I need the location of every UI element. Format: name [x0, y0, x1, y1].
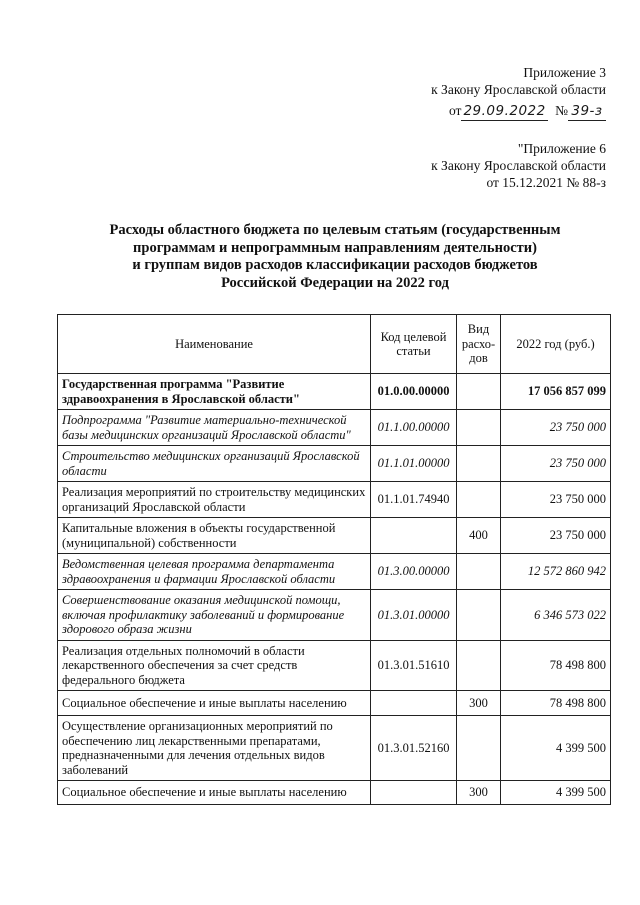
- row-type-cell: 300: [457, 781, 501, 805]
- header-sum: 2022 год (руб.): [501, 315, 611, 374]
- annex-3-header: [431, 64, 606, 121]
- handwritten-number: 39-з: [568, 103, 606, 121]
- title-line: Расходы областного бюджета по целевым статьям (государственным: [109, 222, 561, 238]
- title-line: и группам видов расходов классификации расходов бюджетов: [132, 257, 538, 273]
- row-type-cell: [457, 482, 501, 518]
- row-sum-cell: 78 498 800: [501, 691, 611, 716]
- header-name: Наименование: [58, 315, 371, 374]
- row-type-cell: [457, 446, 501, 482]
- row-code-cell: [371, 518, 457, 554]
- row-sum-cell: 17 056 857 099: [501, 374, 611, 410]
- annex-6-label: "Приложение 6: [517, 141, 606, 156]
- number-label: №: [555, 103, 568, 118]
- header-type: Вид расхо-дов: [457, 315, 501, 374]
- table-row: [58, 590, 611, 641]
- row-sum-cell: 4 399 500: [501, 781, 611, 805]
- annex-3-label: Приложение 3: [523, 65, 606, 80]
- row-sum-cell: 23 750 000: [501, 518, 611, 554]
- table-row: [58, 410, 611, 446]
- row-code-cell: 01.3.00.00000: [371, 554, 457, 590]
- row-code-cell: 01.1.00.00000: [371, 410, 457, 446]
- table-row: [58, 691, 611, 716]
- table-row: [58, 554, 611, 590]
- row-code-cell: [371, 691, 457, 716]
- from-label: от: [448, 103, 462, 118]
- row-name-cell: Социальное обеспечение и иные выплаты населению: [58, 691, 371, 716]
- table-row: [58, 482, 611, 518]
- row-code-cell: 01.1.01.74940: [371, 482, 457, 518]
- row-code-cell: 01.3.01.51610: [371, 640, 457, 691]
- row-code-cell: 01.1.01.00000: [371, 446, 457, 482]
- row-sum-cell: 23 750 000: [501, 482, 611, 518]
- row-name-cell: Строительство медицинских организаций Ярославской области: [58, 446, 371, 482]
- row-type-cell: 300: [457, 691, 501, 716]
- row-name-cell: Реализация мероприятий по строительству медицинских организаций Ярославской области: [58, 482, 371, 518]
- row-code-cell: 01.0.00.00000: [371, 374, 457, 410]
- row-type-cell: 400: [457, 518, 501, 554]
- annex-6-date: от 15.12.2021 № 88-з: [486, 175, 606, 190]
- row-sum-cell: 12 572 860 942: [501, 554, 611, 590]
- row-sum-cell: 23 750 000: [501, 446, 611, 482]
- row-code-cell: 01.3.01.00000: [371, 590, 457, 641]
- annex-3-date-line: [431, 102, 606, 121]
- row-name-cell: Подпрограмма "Развитие материально-технической базы медицинских организаций Ярославской области": [58, 410, 371, 446]
- row-code-cell: [371, 781, 457, 805]
- header-code: Код целевой статьи: [371, 315, 457, 374]
- annex-6-header: [431, 140, 606, 191]
- table-body: [58, 374, 611, 805]
- row-type-cell: [457, 554, 501, 590]
- row-sum-cell: 4 399 500: [501, 716, 611, 781]
- row-name-cell: Капитальные вложения в объекты государственной (муниципальной) собственности: [58, 518, 371, 554]
- annex-6-law-ref: к Закону Ярославской области: [431, 158, 606, 173]
- row-name-cell: Совершенствование оказания медицинской помощи, включая профилактику заболеваний и формирование здорового образа жизни: [58, 590, 371, 641]
- document-title: [60, 222, 610, 292]
- row-name-cell: Реализация отдельных полномочий в области лекарственного обеспечения за счет средств федерального бюджета: [58, 640, 371, 691]
- row-name-cell: Социальное обеспечение и иные выплаты населению: [58, 781, 371, 805]
- row-code-cell: 01.3.01.52160: [371, 716, 457, 781]
- row-type-cell: [457, 410, 501, 446]
- row-name-cell: Государственная программа "Развитие здравоохранения в Ярославской области": [58, 374, 371, 410]
- row-sum-cell: 23 750 000: [501, 410, 611, 446]
- table-row: [58, 518, 611, 554]
- row-sum-cell: 78 498 800: [501, 640, 611, 691]
- expenses-table: [57, 314, 611, 805]
- table-row: [58, 640, 611, 691]
- row-sum-cell: 6 346 573 022: [501, 590, 611, 641]
- row-type-cell: [457, 640, 501, 691]
- table-row: [58, 374, 611, 410]
- row-name-cell: Осуществление организационных мероприятий по обеспечению лиц лекарственными препаратами, предназначенными для лечения отдельных видов заболеваний: [58, 716, 371, 781]
- table-header-row: [58, 315, 611, 374]
- row-type-cell: [457, 590, 501, 641]
- table-row: [58, 716, 611, 781]
- table-row: [58, 446, 611, 482]
- handwritten-date: 29.09.2022: [463, 103, 546, 119]
- row-type-cell: [457, 374, 501, 410]
- row-name-cell: Ведомственная целевая программа департамента здравоохранения и фармации Ярославской области: [58, 554, 371, 590]
- table-row: [58, 781, 611, 805]
- row-type-cell: [457, 716, 501, 781]
- annex-3-law-ref: к Закону Ярославской области: [431, 82, 606, 97]
- title-line: Российской Федерации на 2022 год: [221, 274, 449, 291]
- title-line: программам и непрограммным направлениям деятельности): [133, 239, 537, 256]
